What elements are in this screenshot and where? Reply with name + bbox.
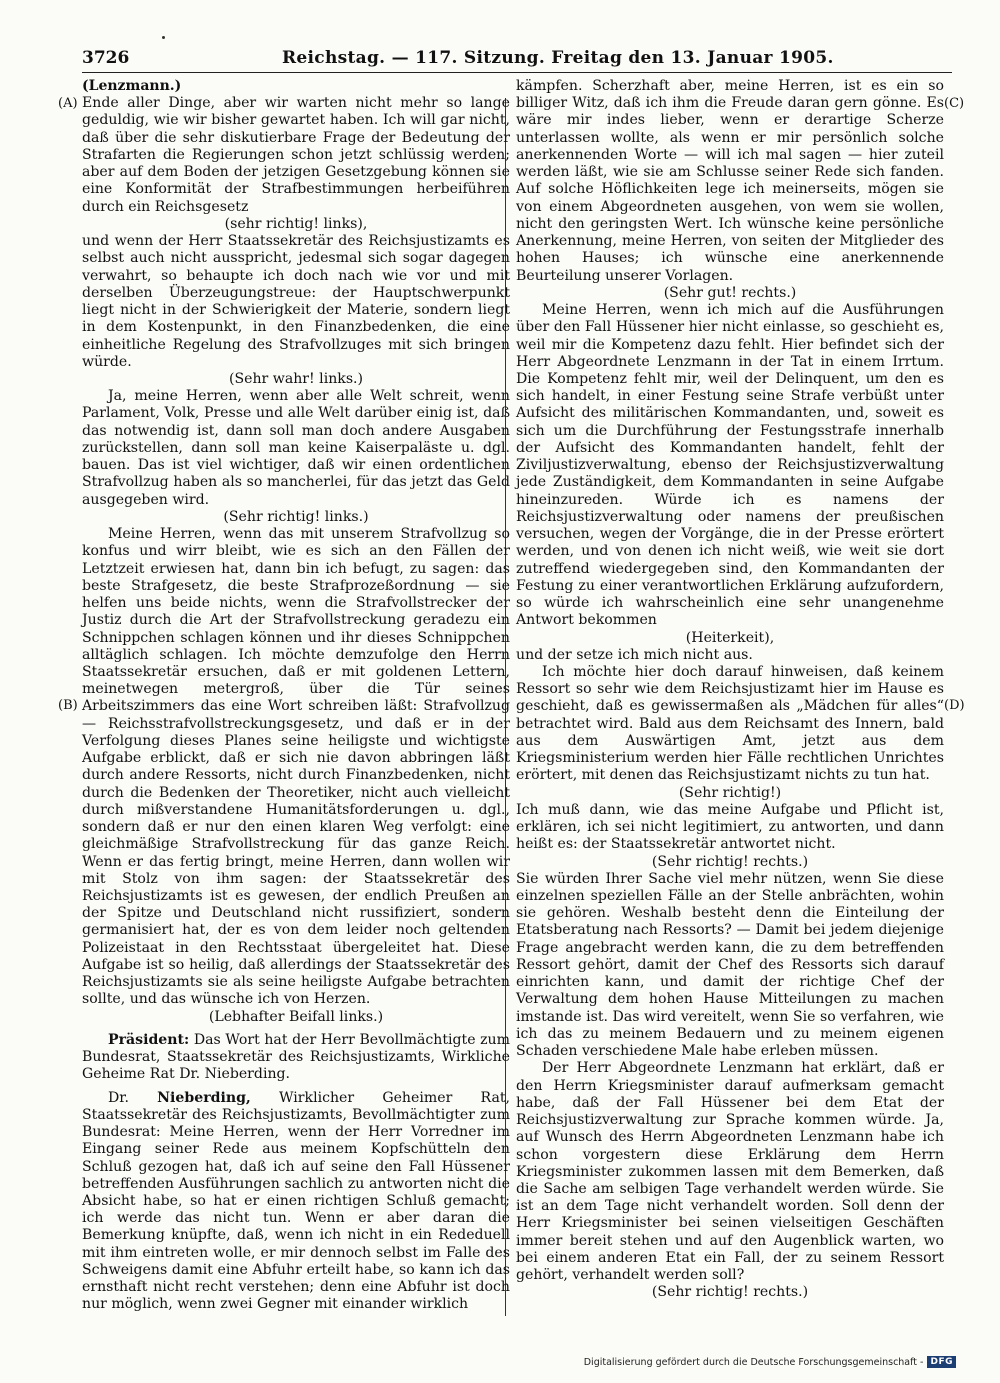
reaction: (Sehr wahr! links.) — [228, 370, 364, 387]
reaction: (Lebhafter Beifall links.) — [208, 1008, 384, 1025]
reaction: (sehr richtig! links), — [224, 215, 368, 232]
paragraph: und der setze ich mich nicht aus. — [516, 646, 753, 663]
paragraph: kämpfen. Scherzhaft aber, meine Herren, ist es ein so billiger Witz, daß ich ihm die Freude daran gern gönne. Es wäre mir indes lieber, wenn er derartige Scherze unterlassen wollte, als wenn er mir persönlich solche anerkennenden Worte — will ich mal sagen — hier zuteil werden läßt, wie sie am Schlusse seiner Rede sich fanden. Auf solche Höflichkeiten lege ich meinerseits, mögen sie von einem Abgeordneten ausgehen, von wem sie wollen, nicht den geringsten Wert. Ich wünsche keine persönliche Anerkennung, meine Herren, von seiten der Mitglieder des hohen Hauses; ich wünsche eine anerkennende Beurteilung unserer Vorlagen. — [516, 78, 944, 284]
paragraph: Der Herr Abgeordnete Lenzmann hat erklärt, daß er den Herrn Kriegsminister darauf aufmerksam gemacht habe, daß der Fall Hüssener bei dem Etat der Reichsjustizverwaltung zur Sprache kommen würde. Ja, auf Wunsch des Herrn Abgeordneten Lenzmann habe ich schon vorgestern diese Erklärung dem Herrn Kriegsminister zukommen lassen mit dem Bemerken, daß die Sache am selbigen Tage verhandelt werden würde. Sie ist an dem Tage nicht verhandelt worden. Soll denn der Herr Kriegsminister bei seinen vielseitigen Geschäften immer bereit stehen und auf den Augenblick warten, wo bei einem anderen Etat ein Fall, der zu seinem Ressort gehört, verhandelt werden soll? — [516, 1060, 944, 1284]
reaction: (Sehr richtig!) — [678, 784, 782, 801]
print-speck — [162, 36, 165, 39]
margin-marker-a: (A) — [58, 96, 78, 111]
paragraph: Ja, meine Herren, wenn aber alle Welt schreit, wenn Parlament, Volk, Presse und alle Welt darüber einig ist, daß das notwendig ist, dann soll man doch andere Ausgaben zurückstellen, dann soll man keine Kaiserpaläste u. dgl. bauen. Das ist viel wichtiger, daß wir einen ordentlichen Strafvollzug haben als so mancherlei, für das jetzt das Geld ausgegeben wird. — [82, 388, 510, 508]
page-number: 3726 — [82, 48, 130, 68]
paragraph: Sie würden Ihrer Sache viel mehr nützen, wenn Sie diese einzelnen speziellen Fälle an der Stelle anbrächten, wohin sie gehören. Weshalb besteht denn die Einteilung der Etatsberatung nach Ressorts? — Damit bei jedem diejenige Frage angebracht werden kann, die zu dem betreffenden Ressort gehört, damit der Chef des Ressorts sich darauf einrichten kann, und damit der richtige Chef der Verwaltung dem hohen Hause Mitteilungen zu machen imstande ist. Das wird vereitelt, wenn Sie so verfahren, wie ich das zu meinem Bedauern und zu meinem eigenen Schaden verschiedene Male habe erleben müssen. — [516, 870, 944, 1060]
paragraph: Ich möchte hier doch darauf hinweisen, daß keinem Ressort so sehr wie dem Reichsjustizamt hier im Hause es geschieht, daß es gewissermaßen als „Mädchen für alles“ betrachtet wird. Bald aus dem Reichsamt des Innern, bald aus dem Auswärtigen Amt, jetzt aus dem Kriegsministerium werden hier Fälle rechtlichen Unrichtes erörtert, mit denen das Reichsjustizamt nichts zu tun hat. — [516, 663, 944, 784]
president-label: Präsident: — [108, 1031, 190, 1048]
reaction: (Sehr gut! rechts.) — [663, 284, 797, 301]
paragraph: und wenn der Herr Staatssekretär des Reichsjustizamts es selbst auch nicht ausspricht, jedesmal sich sogar dagegen verwahrt, so behaupte ich doch nach wie vor und mit derselben Überzeugungstreue: der Hauptschwerpunkt liegt nicht in der Schwierigkeit der Materie, sondern liegt in dem Kostenpunkt, in den Finanzbedenken, die eine einheitliche Regelung des Strafvollzuges mit sich bringen würde. — [82, 233, 510, 370]
paragraph: Meine Herren, wenn das mit unserem Strafvollzug so konfus und wirr bleibt, wie es sich an den Fällen der Letztzeit erwiesen hat, dann bin ich befugt, zu sagen: das beste Strafgesetz, die beste Strafprozeßordnung — sie helfen uns beide nichts, wenn die Strafvollstrecker der Justiz durch die Art der Strafvollstreckung geradezu ein Schnippchen schlagen können und ihr dieses Schnippchen alltäglich schlagen. Ich möchte demzufolge den Herrn Staatssekretär ersuchen, daß er mit goldenen Lettern, meinetwegen metergroß, über die Tür seines Arbeitszimmers das eine Wort schreiben läßt: Strafvollzug — Reichsstrafvollstreckungsgesetz, und daß er in der Verfolgung dieses Planes seine heiligste und wichtigste Aufgabe erblickt, daß er sich nie davon abbringen läßt durch andere Ressorts, nicht durch Finanzbedenken, nicht durch die Bedenken der Theoretiker, nicht auch vielleicht durch mißverstandene Humanitätsforderungen u. dgl., sondern daß er nur den einen klaren Weg verfolgt: eine gleichmäßige Strafvollstreckung für das ganze Reich. Wenn er das fertig bringt, meine Herren, dann wollen wir mit Stolz von ihm sagen: der Staatssekretär des Reichsjustizamts ist es gewesen, der endlich Preußen an der Spitze und Deutschland nicht russifiziert, sondern germanisiert hat, der es von dem leider noch geltenden Polizeistaat in den Rechtsstaat übergeleitet hat. Diese Aufgabe ist so heilig, daß allerdings der Staatssekretär des Reichsjustizamts sie als seine heiligste Aufgabe betrachten sollte, und das wünsche ich von Herzen. — [82, 526, 510, 1008]
president-paragraph — [82, 1032, 510, 1084]
reaction: (Sehr richtig! rechts.) — [651, 1284, 809, 1301]
running-title: Reichstag. — 117. Sitzung. Freitag den 13. Januar 1905. — [282, 48, 834, 68]
page-header — [82, 46, 952, 73]
digitization-credit — [584, 1356, 956, 1368]
speaker-tag: (Lenzmann.) — [82, 78, 182, 94]
paragraph: Ende aller Dinge, aber wir warten nicht mehr so lange geduldig, wie wir bisher gewartet haben. Ich will gar nicht, daß über die sehr diskutierbare Frage der Bedeutung der Strafarten die Regierungen schon jetzt schlüssig werden; aber auf dem Boden der jetzigen Gesetzgebung können sie eine Konformität der Strafbestimmungen herbeiführen durch ein Reichsgesetz — [82, 95, 510, 215]
nieberding-paragraph — [82, 1090, 510, 1314]
paragraph: Meine Herren, wenn ich mich auf die Ausführungen über den Fall Hüssener hier nicht einlasse, so geschieht es, weil mir die Kompetenz dazu fehlt. Hier befindet sich der Herr Abgeordnete Lenzmann in der Tat in einem Irrtum. Die Kompetenz fehlt mir, weil der Delinquent, um den es sich handelt, in einer Festung seine Strafe verbüßt unter Aufsicht des militärischen Kommandanten, und, soweit es sich um die Durchführung der Festungsstrafe innerhalb der Aufsicht des Kommandanten handelt, fehlt der Ziviljustizverwaltung, ebenso der Reichsjustizverwaltung jede Zuständigkeit, dem Kommandanten in seine Aufgabe hineinzureden. Würde ich es namens der Reichsjustizverwaltung oder namens der preußischen versuchen, wegen der Vorgänge, die in der Presse erörtert werden, und von denen ich nicht weiß, wie weit sie dort zutreffend wiedergegeben sind, den Kommandanten der Festung zu einer verantwortlichen Erklärung aufzufordern, so würde ich wahrscheinlich eine sehr unangenehme Antwort bekommen — [516, 302, 944, 629]
right-column — [516, 78, 944, 1302]
margin-marker-b: (B) — [58, 698, 78, 713]
president-text: Das Wort hat der Herr Bevollmächtigte zum Bundesrat, Staatssekretär des Reichsjustizamts, Wirkliche Geheime Rat Dr. Nieberding. — [82, 1031, 510, 1083]
reaction: (Sehr richtig! rechts.) — [651, 853, 809, 870]
margin-marker-d: (D) — [944, 698, 965, 713]
speaker-title: Dr. — [108, 1089, 129, 1106]
left-column — [82, 78, 510, 1314]
speaker-name: Nieberding, — [157, 1089, 251, 1106]
dfg-logo-icon: DFG — [927, 1356, 956, 1368]
margin-marker-c: (C) — [944, 96, 965, 111]
credit-text: Digitalisierung gefördert durch die Deutsche Forschungsgemeinschaft - — [583, 1356, 924, 1368]
speaker-text: Wirklicher Geheimer Rat, Staatssekretär des Reichsjustizamts, Bevollmächtigter zum Bundesrat: Meine Herren, wenn der Herr Vorredner im Eingang seiner Rede aus meinem Kopfschütteln den Schluß gezogen hat, daß ich auf seine den Fall Hüssener betreffenden Ausführungen sachlich zu antworten nicht die Absicht habe, so hat er einen richtigen Schluß gemacht; ich werde das nicht tun. Wenn er aber daran die Bemerkung knüpfte, daß, wenn ich nicht in ein Rededuell mit ihm eintreten wolle, er mir dennoch selbst im Falle des Schweigens damit eine Abfuhr erteilt habe, so kann ich das ernsthaft nicht recht verstehen; denn eine Abfuhr ist doch nur möglich, wenn zwei Gegner mit einander wirklich — [82, 1089, 510, 1313]
reaction: (Sehr richtig! links.) — [223, 508, 369, 525]
paragraph: Ich muß dann, wie das meine Aufgabe und Pflicht ist, erklären, ich sei nicht legitimiert, zu antworten, und dann heißt es: der Staatssekretär antwortet nicht. — [516, 801, 944, 853]
reaction: (Heiterkeit), — [685, 629, 775, 646]
